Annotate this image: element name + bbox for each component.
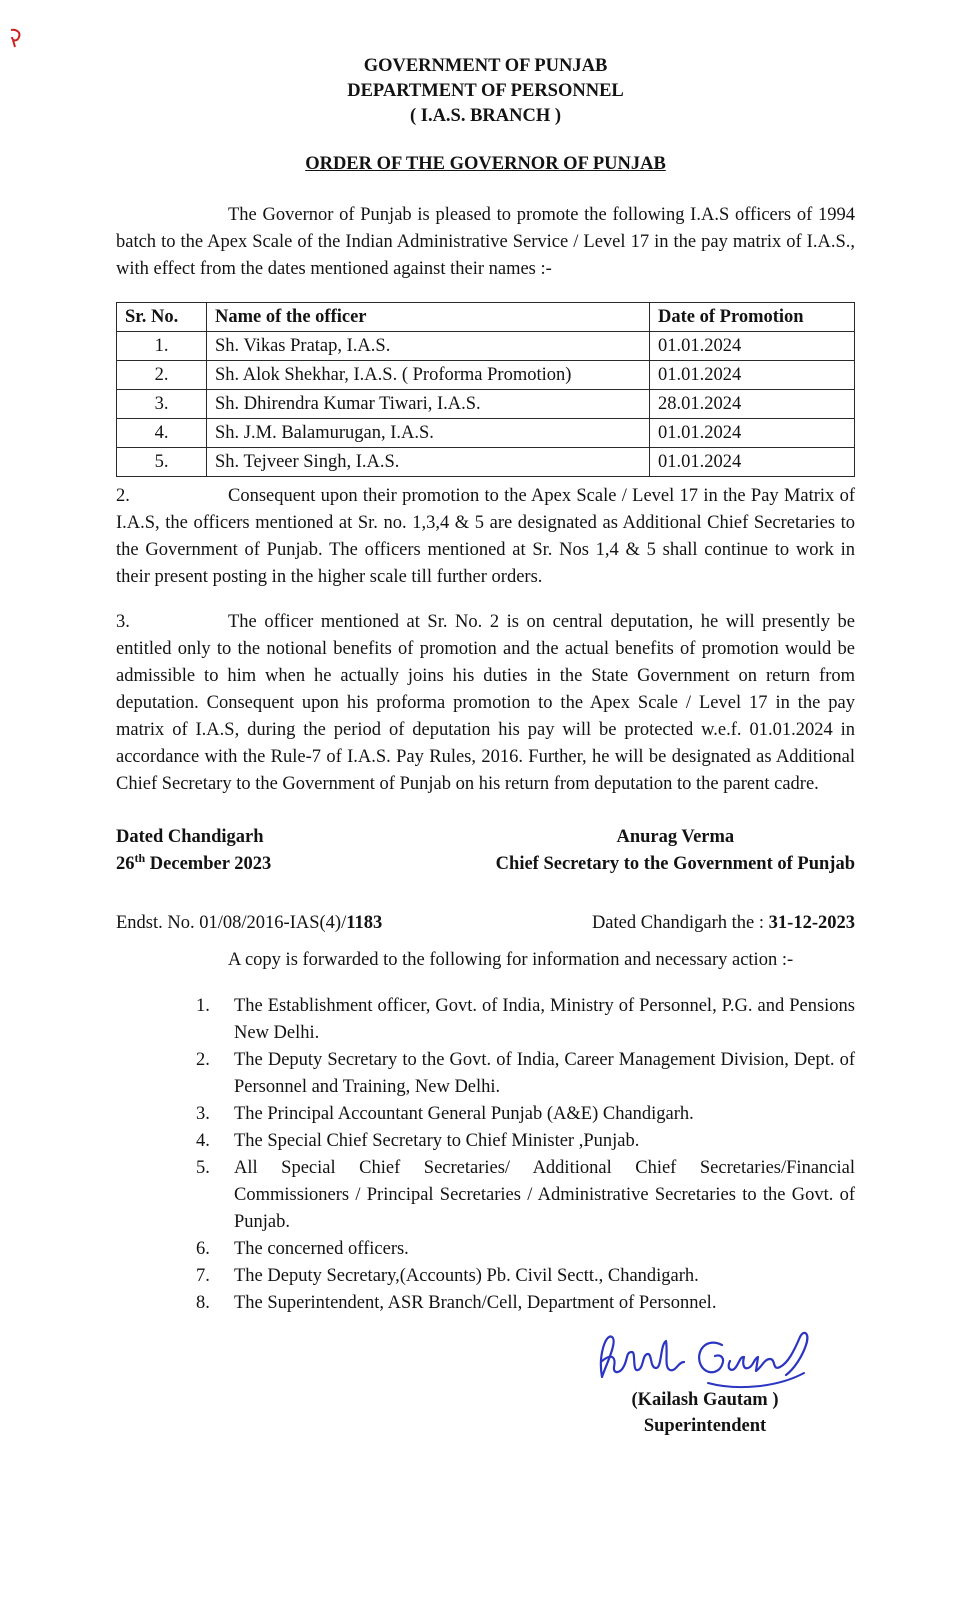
cell-sr-no: 1. [117, 331, 207, 360]
list-item [116, 1155, 855, 1236]
signoff-date [116, 851, 271, 878]
list-item [116, 1236, 855, 1263]
table-header-row [117, 302, 855, 331]
endorsement-number-prefix: Endst. No. 01/08/2016-IAS(4)/ [116, 913, 347, 933]
signoff-authority [496, 824, 855, 878]
cell-promotion-date: 01.01.2024 [650, 418, 855, 447]
table-row [117, 418, 855, 447]
list-item-number: 4. [196, 1130, 210, 1151]
list-item [116, 1290, 855, 1317]
signatory-name: (Kailash Gautam ) [631, 1389, 779, 1410]
paragraph-3 [116, 609, 855, 798]
distribution-list [116, 993, 855, 1317]
endorsement-number-value: 1183 [346, 913, 383, 933]
column-header-sr-no: Sr. No. [117, 302, 207, 331]
list-item [116, 1047, 855, 1101]
endorsement-date-label: Dated Chandigarh the : [591, 913, 769, 933]
cell-officer-name: Sh. Dhirendra Kumar Tiwari, I.A.S. [207, 389, 650, 418]
authority-name: Anurag Verma [616, 827, 735, 847]
list-item-text: The Establishment officer, Govt. of India, Ministry of Personnel, P.G. and Pensions New Delhi. [234, 995, 855, 1043]
signature-ink-kailash-gautam [590, 1325, 820, 1393]
paragraph-1: The Governor of Punjab is pleased to promote the following I.A.S officers of 1994 batch to the Apex Scale of the Indian Administrative Service / Level 17 in the pay matrix of I.A.S., with effect from the dates mentioned against their names :- [116, 205, 855, 279]
cell-sr-no: 2. [117, 360, 207, 389]
paragraph-2-number: 2. [116, 485, 130, 506]
list-item-text: The Superintendent, ASR Branch/Cell, Department of Personnel. [234, 1292, 717, 1313]
endorsement-date-value: 31-12-2023 [768, 913, 855, 933]
list-item-text: All Special Chief Secretaries/ Additional Chief Secretaries/Financial Commissioners / Principal Secretaries / Administrative Secretaries to the Govt. of Punjab. [234, 1157, 855, 1232]
document-header [116, 54, 855, 129]
list-item-text: The concerned officers. [234, 1238, 409, 1259]
cell-officer-name: Sh. Alok Shekhar, I.A.S. ( Proforma Promotion) [207, 360, 650, 389]
list-item-number: 6. [196, 1238, 210, 1259]
signoff-block [116, 824, 855, 878]
cell-promotion-date: 01.01.2024 [650, 447, 855, 476]
authority-designation: Chief Secretary to the Government of Punjab [495, 854, 855, 874]
endorsement-line [116, 910, 855, 937]
cell-officer-name: Sh. Vikas Pratap, I.A.S. [207, 331, 650, 360]
list-item-text: The Special Chief Secretary to Chief Minister ,Punjab. [234, 1130, 640, 1151]
promotion-table [116, 302, 855, 477]
signoff-date-rest: December 2023 [145, 854, 272, 874]
signoff-date-day: 26 [116, 854, 135, 874]
paragraph-3-number: 3. [116, 612, 130, 632]
list-item-number: 5. [196, 1157, 210, 1178]
cell-promotion-date: 28.01.2024 [650, 389, 855, 418]
list-item-number: 7. [196, 1265, 210, 1286]
cell-promotion-date: 01.01.2024 [650, 331, 855, 360]
table-row [117, 389, 855, 418]
cell-sr-no: 3. [117, 389, 207, 418]
cell-sr-no: 5. [117, 447, 207, 476]
red-stamp-mark [8, 28, 24, 48]
signoff-place: Dated Chandigarh [116, 827, 264, 847]
table-row [117, 331, 855, 360]
column-header-name: Name of the officer [207, 302, 650, 331]
cell-officer-name: Sh. J.M. Balamurugan, I.A.S. [207, 418, 650, 447]
table-row [117, 360, 855, 389]
table-row [117, 447, 855, 476]
signatory-designation: Superintendent [643, 1415, 767, 1436]
signoff-date-ordinal: th [134, 850, 146, 865]
list-item-text: The Principal Accountant General Punjab (A&E) Chandigarh. [234, 1103, 694, 1124]
paragraph-2 [116, 483, 855, 591]
list-item-text: The Deputy Secretary to the Govt. of India, Career Management Division, Dept. of Personnel and Training, New Delhi. [234, 1049, 855, 1097]
list-item-number: 3. [196, 1103, 210, 1124]
column-header-date: Date of Promotion [650, 302, 855, 331]
cell-sr-no: 4. [117, 418, 207, 447]
endorsement-date [592, 910, 855, 937]
list-item-number: 1. [196, 995, 210, 1016]
org-name-line: GOVERNMENT OF PUNJAB [363, 56, 608, 76]
paragraph-2-text: Consequent upon their promotion to the Apex Scale / Level 17 in the Pay Matrix of I.A.S, the officers mentioned at Sr. no. 1,3,4 & 5 are designated as Additional Chief Secretaries to the Government of Punjab. The officers mentioned at Sr. Nos 1,4 & 5 shall continue to work in their present posting in the higher scale till further orders. [116, 485, 855, 587]
list-item-number: 2. [196, 1049, 210, 1070]
list-item [116, 1128, 855, 1155]
list-item-number: 8. [196, 1292, 210, 1313]
forward-paragraph: A copy is forwarded to the following for information and necessary action :- [228, 950, 794, 970]
branch-line: ( I.A.S. BRANCH ) [409, 106, 562, 126]
endorsement-number [116, 910, 382, 937]
list-item-text: The Deputy Secretary,(Accounts) Pb. Civil Sectt., Chandigarh. [234, 1265, 699, 1286]
list-item [116, 1101, 855, 1128]
cell-promotion-date: 01.01.2024 [650, 360, 855, 389]
list-item [116, 1263, 855, 1290]
signature-block [555, 1325, 855, 1439]
order-title: ORDER OF THE GOVERNOR OF PUNJAB [305, 154, 666, 174]
list-item [116, 993, 855, 1047]
order-title-wrap [116, 151, 855, 178]
department-line: DEPARTMENT OF PERSONNEL [347, 81, 624, 101]
paragraph-3-text: The officer mentioned at Sr. No. 2 is on central deputation, he will presently be entitled only to the notional benefits of promotion and the actual benefits of promotion would be admissible to him when he actually joins his duties in the State Government on return from deputation. Consequent upon his proforma promotion to the Apex Scale / Level 17 in the pay matrix of I.A.S, during the period of deputation his pay will be protected w.e.f. 01.01.2024 in accordance with the Rule-7 of I.A.S. Pay Rules, 2016. Further, he will be designated as Additional Chief Secretary to the Government of Punjab on his return from deputation to the parent cadre. [116, 612, 855, 794]
signoff-date-place [116, 824, 271, 878]
cell-officer-name: Sh. Tejveer Singh, I.A.S. [207, 447, 650, 476]
